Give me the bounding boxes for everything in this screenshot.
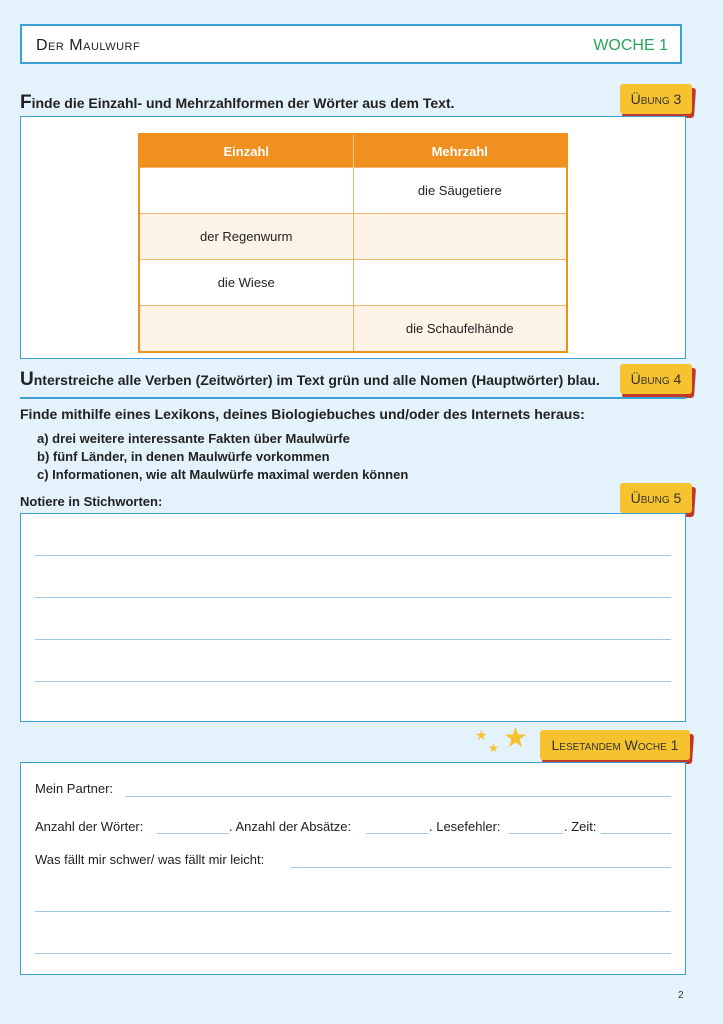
table-cell[interactable] [139, 306, 353, 353]
writing-line[interactable] [35, 597, 671, 598]
exercise5-tag: Übung 5 [620, 483, 692, 513]
time-field[interactable] [601, 833, 671, 834]
table-cell[interactable] [353, 260, 567, 306]
writing-line[interactable] [35, 555, 671, 556]
paragraph-count-field[interactable] [366, 833, 428, 834]
table-row [139, 306, 567, 353]
list-item: a) drei weitere interessante Fakten über Maulwürfe [37, 431, 350, 446]
lesetandem-box [20, 762, 686, 975]
writing-line[interactable] [35, 953, 671, 954]
lesetandem-tag: Lesetandem Woche 1 [540, 730, 690, 760]
table-cell[interactable]: der Regenwurm [139, 214, 353, 260]
reading-errors-label: . Lesefehler: [429, 819, 501, 834]
exercise5-intro: Finde mithilfe eines Lexikons, deines Biologiebuches und/oder des Internets heraus: [20, 406, 585, 422]
difficulty-label: Was fällt mir schwer/ was fällt mir leicht: [35, 852, 265, 867]
notes-box [20, 513, 686, 722]
exercise3-tag: Übung 3 [620, 84, 692, 114]
singular-plural-table [138, 133, 568, 353]
exercise4-instruction: Unterstreiche alle Verben (Zeitwörter) im Text grün und alle Nomen (Hauptwörter) blau. [20, 369, 600, 390]
word-count-label: Anzahl der Wörter: [35, 819, 144, 834]
paragraph-count-label: . Anzahl der Absätze: [229, 819, 352, 834]
page-number: 2 [678, 990, 684, 1001]
column-header-einzahl: Einzahl [139, 134, 353, 168]
list-item: c) Informationen, wie alt Maulwürfe maximal werden können [37, 467, 409, 482]
table-row [139, 260, 567, 306]
reading-errors-field[interactable] [509, 833, 563, 834]
star-icon: ★ [488, 741, 499, 755]
section-divider [20, 397, 686, 399]
writing-line[interactable] [35, 639, 671, 640]
table-cell[interactable]: die Schaufelhände [353, 306, 567, 353]
week-label: WOCHE 1 [593, 37, 668, 54]
table-cell[interactable]: die Wiese [139, 260, 353, 306]
difficulty-field[interactable] [291, 867, 671, 868]
notes-label: Notiere in Stichworten: [20, 494, 163, 509]
table-row [139, 214, 567, 260]
time-label: . Zeit: [564, 819, 597, 834]
writing-line[interactable] [35, 911, 671, 912]
partner-field[interactable] [125, 796, 671, 797]
page-header [20, 24, 682, 64]
column-header-mehrzahl: Mehrzahl [353, 134, 567, 168]
star-icon: ★ [475, 727, 488, 743]
table-cell[interactable]: die Säugetiere [353, 168, 567, 214]
word-count-field[interactable] [157, 833, 229, 834]
table-row [139, 168, 567, 214]
list-item: b) fünf Länder, in denen Maulwürfe vorkommen [37, 449, 330, 464]
table-cell[interactable] [353, 214, 567, 260]
table-cell[interactable] [139, 168, 353, 214]
star-icon: ★ [503, 722, 529, 753]
worksheet-title: Der Maulwurf [36, 37, 141, 54]
partner-label: Mein Partner: [35, 781, 114, 796]
writing-line[interactable] [35, 681, 671, 682]
exercise4-tag: Übung 4 [620, 364, 692, 394]
exercise3-instruction: Finde die Einzahl- und Mehrzahlformen der Wörter aus dem Text. [20, 92, 455, 113]
